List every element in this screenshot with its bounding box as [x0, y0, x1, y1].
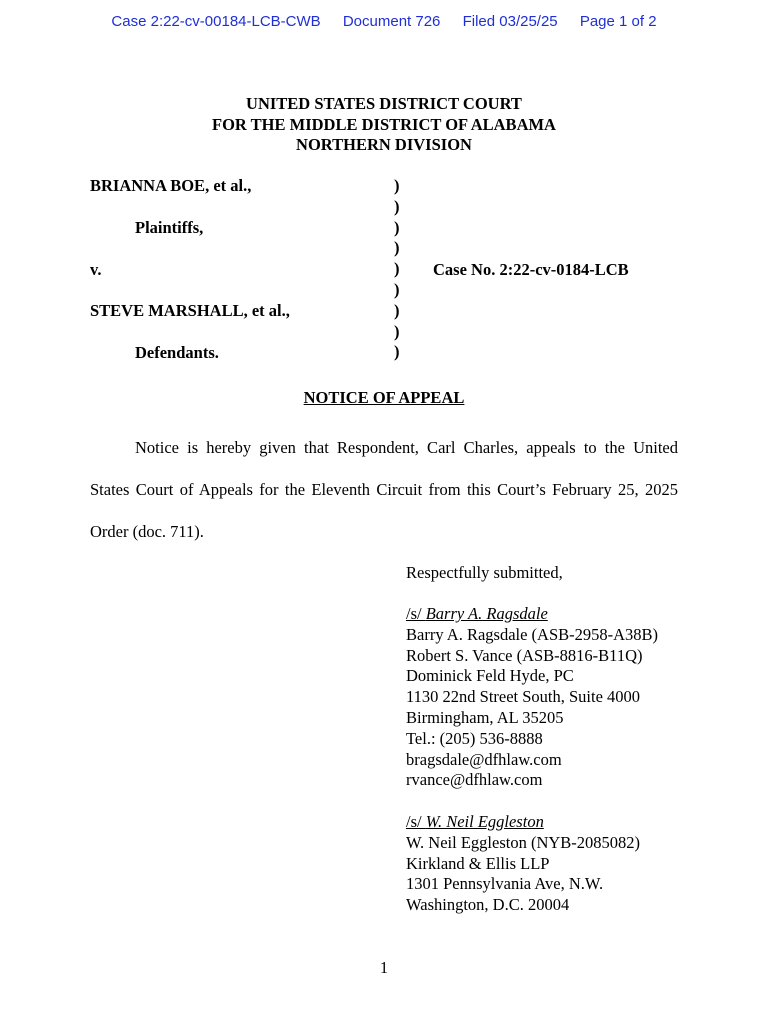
sig1-line: Birmingham, AL 35205	[406, 707, 564, 727]
paren: )	[394, 196, 400, 216]
sig1-line: bragsdale@dfhlaw.com	[406, 749, 562, 769]
case-number-header: Case 2:22-cv-00184-LCB-CWB	[111, 13, 321, 30]
defendant-role: Defendants.	[135, 343, 219, 362]
sig2-line: W. Neil Eggleston (NYB-2085082)	[406, 832, 641, 852]
court-name: UNITED STATES DISTRICT COURT	[246, 94, 522, 113]
signature-2	[406, 812, 640, 833]
defendant-name: STEVE MARSHALL, et al.,	[90, 301, 290, 320]
paren: )	[394, 279, 400, 299]
paren: )	[394, 238, 400, 258]
signature-1	[406, 604, 658, 625]
sig-prefix: /s/	[406, 812, 426, 831]
page-number: 1	[379, 958, 389, 977]
paren: )	[394, 321, 400, 341]
filed-date: Filed 03/25/25	[462, 13, 558, 30]
paren: )	[394, 259, 400, 279]
document-number: Document 726	[342, 13, 441, 30]
court-division: NORTHERN DIVISION	[296, 135, 472, 155]
sig2-line: Kirkland & Ellis LLP	[406, 853, 550, 873]
document-title: NOTICE OF APPEAL	[303, 388, 465, 407]
sig1-line: Robert S. Vance (ASB-8816-B11Q)	[406, 645, 643, 665]
paren: )	[394, 176, 400, 195]
paren: )	[394, 342, 400, 362]
sig-name: W. Neil Eggleston	[425, 812, 544, 831]
versus: v.	[90, 260, 102, 279]
sig-name: Barry A. Ragsdale	[425, 604, 548, 623]
sig1-line: rvance@dfhlaw.com	[406, 770, 543, 790]
page-indicator: Page 1 of 2	[579, 13, 657, 30]
signature-block-2	[406, 812, 640, 916]
court-district: FOR THE MIDDLE DISTRICT OF ALABAMA	[212, 114, 556, 134]
closing: Respectfully submitted,	[406, 563, 563, 582]
sig1-line: 1130 22nd Street South, Suite 4000	[406, 687, 641, 707]
caption-parentheses	[394, 176, 400, 363]
sig2-line: Washington, D.C. 20004	[406, 895, 570, 915]
sig1-line: Barry A. Ragsdale (ASB-2958-A38B)	[406, 624, 659, 644]
paren: )	[394, 217, 400, 237]
body-line-3: Order (doc. 711).	[90, 522, 204, 541]
body-line-1: Notice is hereby given that Respondent, Carl Charles, appeals to the United	[135, 438, 678, 457]
sig2-line: 1301 Pennsylvania Ave, N.W.	[406, 874, 604, 894]
paren: )	[394, 300, 400, 320]
court-heading	[0, 94, 768, 156]
sig1-line: Dominick Feld Hyde, PC	[406, 666, 574, 686]
filing-header	[0, 13, 768, 30]
plaintiff-name: BRIANNA BOE, et al.,	[90, 176, 252, 195]
case-number: Case No. 2:22-cv-0184-LCB	[433, 260, 629, 279]
signature-block-1	[406, 604, 658, 791]
sig1-line: Tel.: (205) 536-8888	[406, 728, 543, 748]
body-line-2: States Court of Appeals for the Eleventh Circuit from this Court’s February 25, 2025	[90, 480, 678, 499]
sig-prefix: /s/	[406, 604, 426, 623]
plaintiff-role: Plaintiffs,	[135, 218, 204, 237]
